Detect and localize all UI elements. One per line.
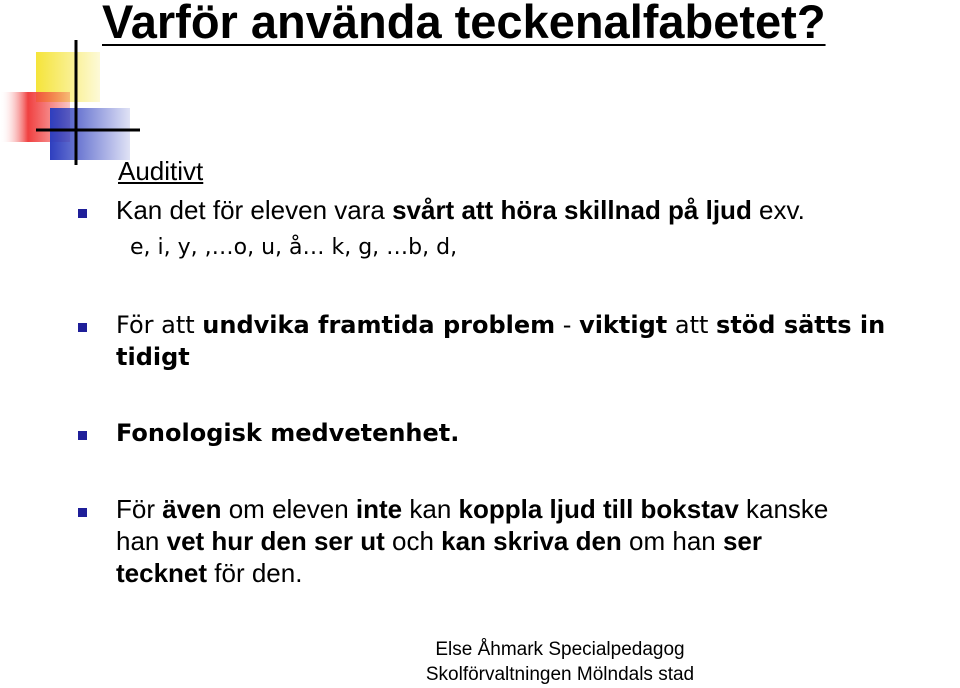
footer-author: Else Åhmark Specialpedagog <box>435 639 685 660</box>
text: att <box>667 311 717 339</box>
bullet-2-text-cont <box>116 341 190 373</box>
text: han <box>116 526 167 556</box>
emphasis: koppla ljud till bokstav <box>458 494 739 524</box>
text: kanske <box>738 494 829 524</box>
emphasis: stöd sätts in <box>716 311 886 339</box>
bullet-marker <box>78 508 87 517</box>
text: För <box>116 494 163 524</box>
emphasis: även <box>162 494 222 524</box>
emphasis: inte <box>355 494 403 524</box>
bullet-4-text-cont2 <box>116 557 302 589</box>
text: om eleven <box>221 494 356 524</box>
bullet-marker <box>78 431 87 440</box>
text: och <box>384 526 442 556</box>
text: kan <box>402 494 459 524</box>
bullet-1-text <box>116 194 805 226</box>
decorative-squares <box>0 40 140 165</box>
text: - <box>555 311 580 339</box>
bullet-2-text <box>116 309 885 341</box>
section-heading: Auditivt <box>118 156 204 186</box>
emphasis: svårt att höra skillnad på ljud <box>392 195 752 225</box>
emphasis: undvika framtida problem <box>202 311 556 339</box>
emphasis: viktigt <box>579 311 668 339</box>
bullet-4-text-cont <box>116 525 762 557</box>
emphasis: ser <box>722 526 763 556</box>
emphasis: Fonologisk medvetenhet. <box>116 419 460 447</box>
slide-title: Varför använda teckenalfabetet? <box>102 0 826 48</box>
emphasis: vet hur den ser ut <box>166 526 385 556</box>
text: För att <box>116 311 203 339</box>
bullet-marker <box>78 209 87 218</box>
text: för den. <box>207 558 303 588</box>
bullet-4-text <box>116 493 828 525</box>
bullet-marker <box>78 323 87 332</box>
text: Kan det för eleven vara <box>116 195 393 225</box>
bullet-3-text <box>116 417 459 449</box>
text: exv. <box>751 195 805 225</box>
emphasis: tidigt <box>116 343 190 371</box>
sound-examples: e, i, y, ,…o, u, å… k, g, …b, d, <box>130 235 458 260</box>
footer-organization: Skolförvaltningen Mölndals stad <box>425 664 695 685</box>
emphasis: tecknet <box>116 558 208 588</box>
emphasis: kan skriva den <box>441 526 622 556</box>
text: om han <box>621 526 723 556</box>
